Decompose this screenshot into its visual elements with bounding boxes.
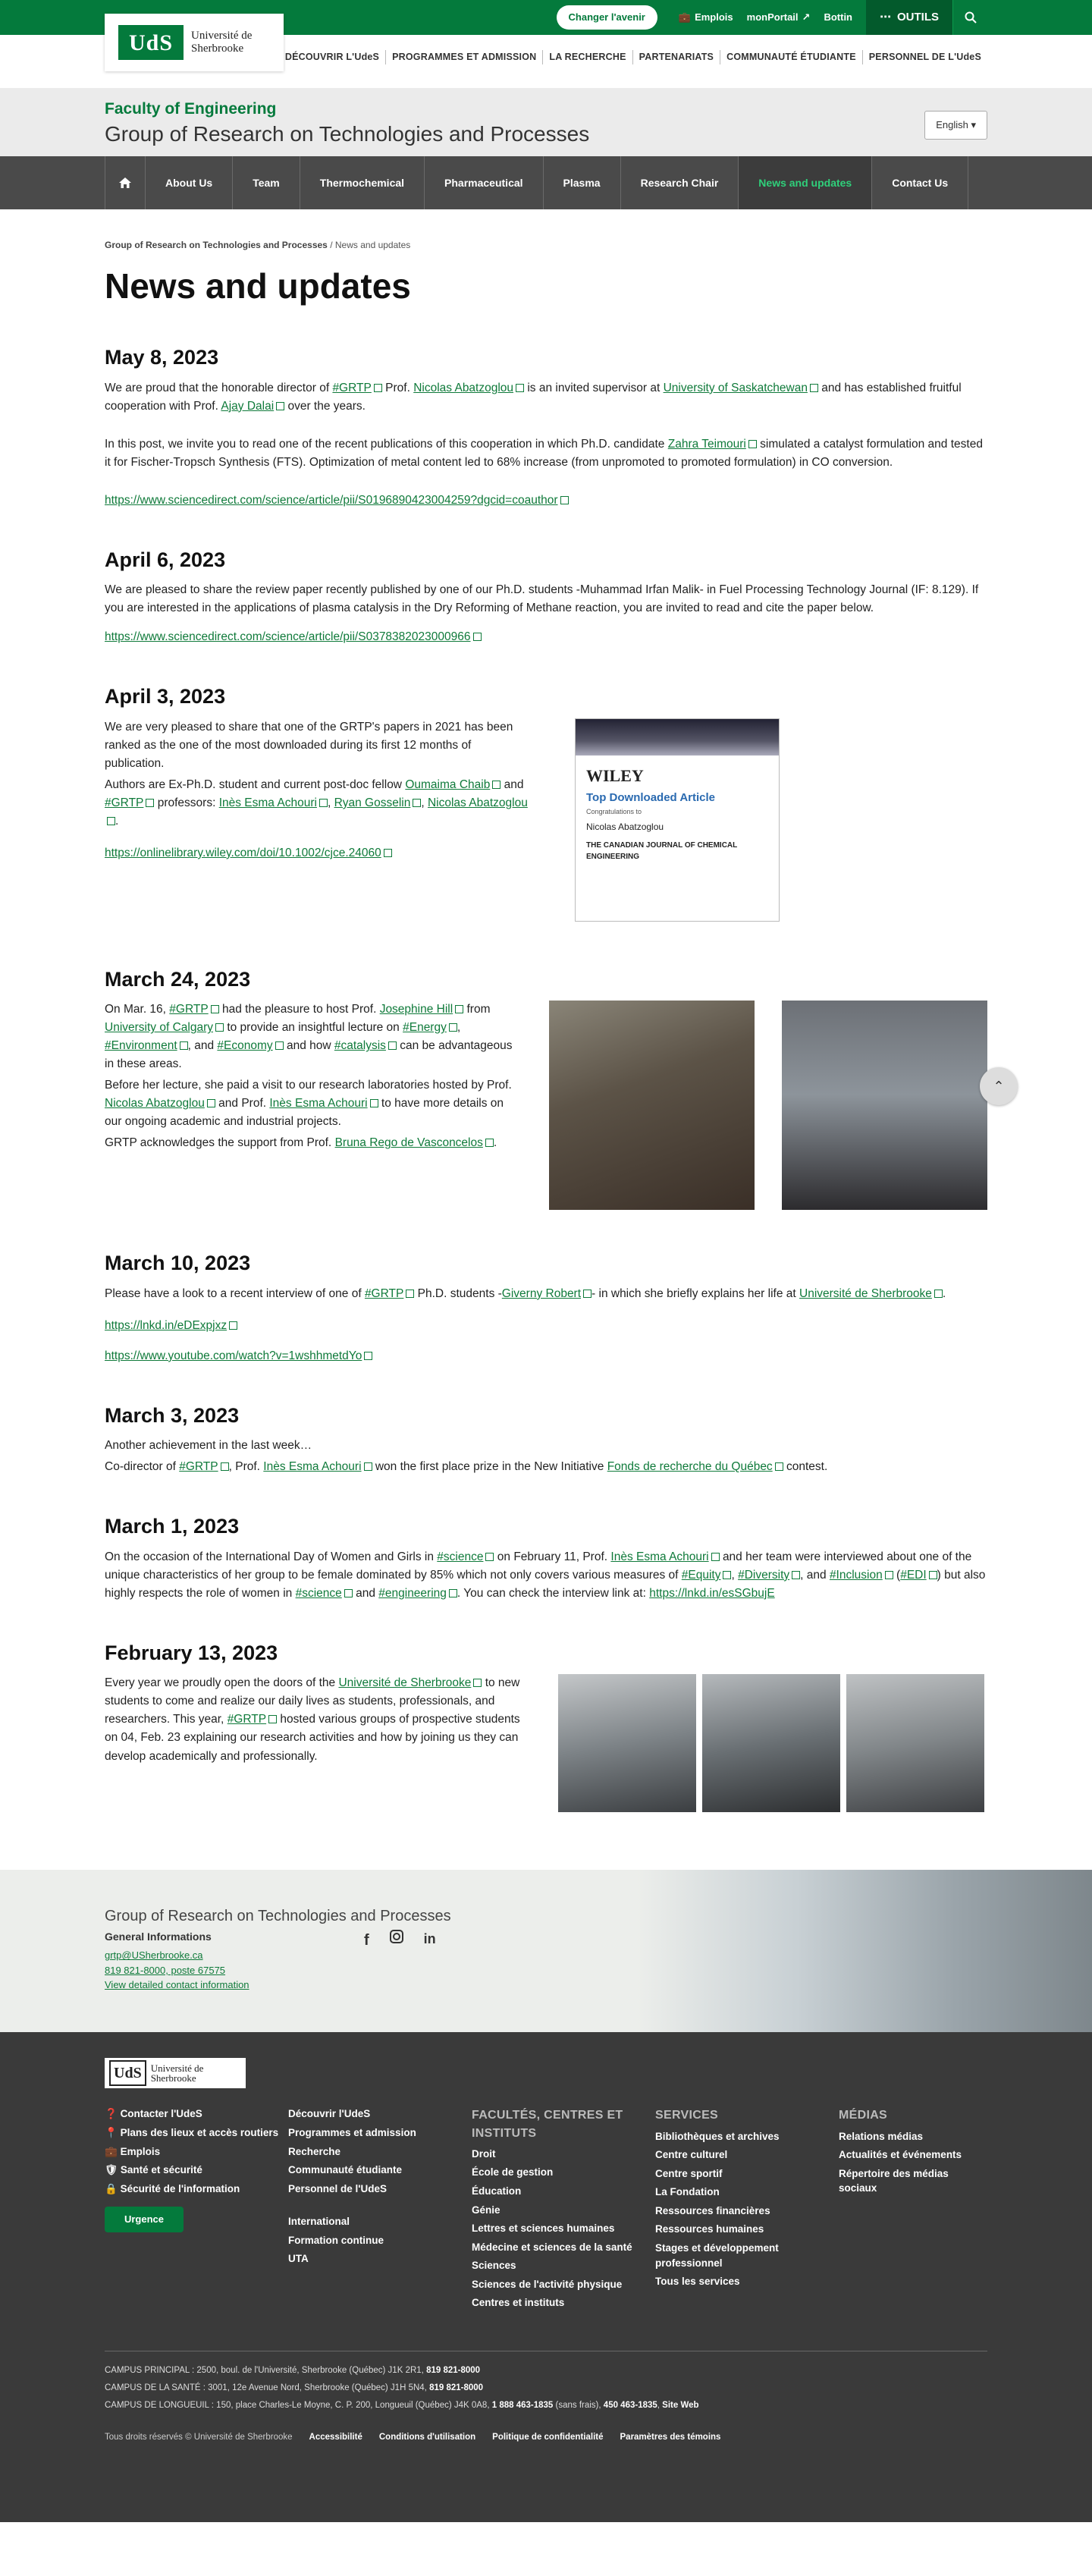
uds-name-line1: Université de bbox=[191, 29, 253, 42]
text: hosted various groups of prospective students on 04, Feb. 23 explaining our research activities and how by joining us they can develop academically and professionally. bbox=[105, 1713, 520, 1763]
environment-hashtag-link[interactable]: #Environment bbox=[105, 1039, 177, 1053]
external-link-icon bbox=[146, 799, 154, 807]
language-select[interactable]: English ▾ bbox=[924, 111, 987, 140]
footer-link[interactable]: Éducation bbox=[472, 2185, 522, 2197]
facebook-icon[interactable]: f bbox=[364, 1932, 369, 1949]
briefcase-icon: 💼 bbox=[678, 11, 692, 24]
frq-link[interactable]: Fonds de recherche du Québec bbox=[607, 1460, 773, 1474]
mountain-banner bbox=[576, 719, 779, 756]
external-link-icon bbox=[748, 440, 757, 448]
emplois-label: Emplois bbox=[695, 11, 733, 24]
text: professors: bbox=[157, 796, 216, 809]
home-icon bbox=[118, 177, 132, 189]
back-to-top-button[interactable] bbox=[980, 1067, 1018, 1105]
footer-link[interactable]: Actualités et événements bbox=[839, 2149, 962, 2161]
external-link-icon bbox=[934, 1290, 943, 1298]
phone[interactable]: 819 821-8000 bbox=[429, 2383, 484, 2392]
footer-link[interactable]: Recherche bbox=[288, 2145, 341, 2157]
post-date: March 1, 2023 bbox=[105, 1515, 240, 1538]
footer-link[interactable]: La Fondation bbox=[655, 2186, 720, 2198]
external-link-icon bbox=[492, 781, 500, 789]
news-post bbox=[105, 1248, 987, 1365]
footer-securite-link[interactable]: 🔒 Sécurité de l'information bbox=[105, 2182, 240, 2194]
text: Before her lecture, she paid a visit to our research laboratories hosted by Prof. bbox=[105, 1079, 512, 1092]
nav-partenariats[interactable]: PARTENARIATS bbox=[632, 50, 720, 64]
footer-col-main bbox=[288, 2106, 472, 2314]
external-link-icon bbox=[229, 1321, 237, 1330]
footer-link[interactable]: Ressources humaines bbox=[655, 2223, 764, 2235]
nicolas-link[interactable]: Nicolas Abatzoglou bbox=[413, 381, 514, 394]
footer-link[interactable]: Sciences de l'activité physique bbox=[472, 2278, 623, 2290]
faculty-title[interactable]: Faculty of Engineering bbox=[105, 100, 277, 118]
uds-logo[interactable] bbox=[105, 14, 284, 71]
ines-link[interactable]: Inès Esma Achouri bbox=[218, 796, 317, 809]
udes-link[interactable]: Université de Sherbrooke bbox=[799, 1286, 932, 1300]
science-hashtag-link[interactable]: #science bbox=[437, 1550, 484, 1563]
group-photo bbox=[782, 1001, 987, 1210]
linkedin-link[interactable]: https://lnkd.in/esSGbujE bbox=[649, 1586, 775, 1600]
text: Prof. bbox=[385, 381, 410, 394]
phone[interactable]: 450 463-1835 bbox=[603, 2400, 657, 2410]
footer-emplois-link[interactable]: 💼 Emplois bbox=[105, 2145, 161, 2157]
external-link-icon bbox=[792, 1571, 800, 1579]
post-text bbox=[105, 435, 987, 472]
linkedin-icon[interactable]: in bbox=[423, 1931, 436, 1947]
group-title[interactable]: Group of Research on Technologies and Processes bbox=[105, 121, 590, 146]
external-link-icon bbox=[207, 1099, 215, 1107]
grtp-hashtag-link[interactable]: #GRTP bbox=[105, 796, 144, 809]
uds-logo-name bbox=[191, 30, 252, 56]
footer-link[interactable]: Relations médias bbox=[839, 2130, 924, 2142]
emplois-link[interactable] bbox=[679, 10, 733, 25]
cookies-link[interactable]: Paramètres des témoins bbox=[620, 2432, 721, 2442]
economy-hashtag-link[interactable]: #Economy bbox=[217, 1039, 273, 1053]
footer-link[interactable]: Tous les services bbox=[655, 2276, 740, 2288]
post-text: On the occasion of the International Day of Women and Girls in #science on February 11, Prof. Inès Esma Achouri and her team were interviewed about one of the unique characteristics of her group to be female dominated by 85% which not only covers various measures of #Equity , #Diversity , and #Inclusion (#EDI ) but also highly respects the role of women in #science and #engineering . You can check the interview link at: https://lnkd.in/esSGbujE bbox=[105, 1550, 986, 1600]
contact-detail-link[interactable]: View detailed contact information bbox=[105, 1979, 249, 1991]
footer-logo-mark: UdS bbox=[109, 2060, 146, 2086]
grtp-hashtag-link[interactable]: #GRTP bbox=[169, 1003, 209, 1016]
science-hashtag-link[interactable]: #science bbox=[295, 1586, 342, 1600]
post-date: March 24, 2023 bbox=[105, 967, 251, 991]
ines-link[interactable]: Inès Esma Achouri bbox=[269, 1097, 368, 1111]
label: Emplois bbox=[120, 2145, 161, 2157]
post-date: February 13, 2023 bbox=[105, 1641, 278, 1664]
text: won the first place prize in the New Initiative bbox=[375, 1460, 604, 1474]
footer-bottom bbox=[105, 2431, 987, 2444]
label: Santé et sécurité bbox=[120, 2164, 202, 2176]
label: Plans des lieux et accès routiers bbox=[120, 2127, 279, 2138]
youtube-link[interactable]: https://www.youtube.com/watch?v=1wshhmetdYo bbox=[105, 1349, 362, 1362]
site-footer bbox=[0, 2032, 1092, 2522]
external-link-icon bbox=[473, 1679, 482, 1687]
text: and her team were interviewed about one of the unique characteristics of her group to be female dominated by 85% which not only covers various measures of bbox=[105, 1550, 972, 1582]
text: to new students to come and realize our daily lives as students, professionals, and researchers. This year, bbox=[105, 1676, 520, 1726]
edi-hashtag-link[interactable]: #EDI bbox=[900, 1568, 927, 1582]
text: on February 11, Prof. bbox=[497, 1550, 608, 1563]
site-nav bbox=[0, 156, 1092, 209]
text: had the pleasure to host Prof. bbox=[222, 1003, 377, 1016]
text: Please have a look to a recent interview of one of bbox=[105, 1286, 362, 1300]
post-text: Another achievement in the last week… bbox=[105, 1439, 312, 1453]
external-link-icon bbox=[516, 384, 524, 392]
footer-col-heading: MÉDIAS bbox=[839, 2109, 888, 2122]
text: from bbox=[466, 1003, 491, 1016]
monportail-link[interactable] bbox=[747, 10, 811, 25]
footer-link[interactable]: Centre culturel bbox=[655, 2149, 728, 2161]
wiley-logo: WILEY bbox=[586, 765, 644, 785]
external-link-icon bbox=[449, 1589, 457, 1597]
wiley-award-image bbox=[575, 718, 780, 922]
footer-link[interactable]: Centres et instituts bbox=[472, 2297, 565, 2309]
post-text: We are very pleased to share that one of the GRTP's papers in 2021 has been ranked as the one of the most downloaded during its first 12 months of publication. bbox=[105, 720, 513, 770]
post-text: On Mar. 16, #GRTP had the pleasure to host Prof. Josephine Hill from University of Calgary to provide an insightful lecture on #Energy , #Environment , and #Economy and how #catalysis can be advantageous in these areas. bbox=[105, 1003, 513, 1071]
search-icon bbox=[965, 11, 977, 24]
breadcrumb-home[interactable]: Group of Research on Technologies and Processes bbox=[105, 240, 328, 250]
giverny-link[interactable]: Giverny Robert bbox=[501, 1286, 582, 1300]
nav-about[interactable]: About Us bbox=[146, 156, 233, 209]
website-link[interactable]: Site Web bbox=[662, 2400, 699, 2410]
post-text: GRTP acknowledges the support from Prof. Bruna Rego de Vasconcelos . bbox=[105, 1136, 497, 1150]
external-link-icon bbox=[374, 384, 382, 392]
search-button[interactable] bbox=[952, 0, 987, 35]
text: Co-director of bbox=[105, 1460, 176, 1474]
external-link-icon bbox=[929, 1571, 937, 1579]
external-link-icon bbox=[388, 1041, 397, 1050]
external-link-icon bbox=[364, 1462, 372, 1471]
text: , Prof. bbox=[228, 1460, 260, 1474]
post-text bbox=[105, 1674, 529, 1765]
external-link-icon bbox=[221, 1462, 229, 1471]
oumaima-link[interactable]: Oumaima Chaib bbox=[405, 778, 491, 791]
post-date: April 6, 2023 bbox=[105, 548, 226, 571]
uds-logo-mark: UdS bbox=[118, 25, 184, 60]
external-link-icon bbox=[723, 1571, 731, 1579]
external-link-icon bbox=[107, 817, 115, 825]
footer-logo[interactable] bbox=[105, 2058, 246, 2088]
news-post bbox=[105, 964, 987, 1211]
nav-home[interactable] bbox=[105, 156, 146, 209]
post-text bbox=[105, 1458, 987, 1476]
external-link-icon bbox=[344, 1589, 353, 1597]
calgary-link[interactable]: University of Calgary bbox=[105, 1021, 213, 1035]
diversity-hashtag-link[interactable]: #Diversity bbox=[738, 1568, 790, 1582]
text: In this post, we invite you to read one of the recent publications of this cooperation in which Ph.D. candidate bbox=[105, 437, 665, 451]
footer-col-heading: SERVICES bbox=[655, 2109, 719, 2122]
external-link-icon bbox=[275, 1041, 284, 1050]
university-nav bbox=[279, 50, 987, 64]
footer-link[interactable]: Répertoire des médias sociaux bbox=[839, 2167, 949, 2194]
text: is an invited supervisor at bbox=[527, 381, 661, 394]
group-footer-title: Group of Research on Technologies and Processes bbox=[105, 1908, 451, 1925]
news-post bbox=[105, 1511, 987, 1603]
text: On Mar. 16, bbox=[105, 1003, 166, 1016]
grtp-hashtag-link[interactable]: #GRTP bbox=[179, 1460, 218, 1474]
footer-link[interactable]: Découvrir l'UdeS bbox=[288, 2108, 371, 2120]
catalysis-hashtag-link[interactable]: #catalysis bbox=[334, 1039, 386, 1053]
phone-link[interactable]: 819 821-8000, poste 67575 bbox=[105, 1964, 226, 1976]
monportail-label: monPortail bbox=[746, 11, 799, 24]
chevron-up-icon: ⌃ bbox=[993, 1078, 1005, 1094]
bottin-link[interactable]: Bottin bbox=[824, 11, 852, 24]
faculty-band bbox=[0, 88, 1092, 156]
main-header bbox=[0, 29, 1092, 88]
footer-link[interactable]: Formation continue bbox=[288, 2234, 384, 2246]
footer-logo-text bbox=[151, 2063, 204, 2084]
external-link-icon bbox=[180, 1041, 188, 1050]
text: to provide an insightful lecture on bbox=[227, 1021, 400, 1035]
copyright: Tous droits réservés © Université de Sherbrooke bbox=[105, 2432, 293, 2442]
external-link-icon: ↗ bbox=[802, 11, 811, 24]
ajay-link[interactable]: Ajay Dalai bbox=[221, 399, 275, 413]
wiley-congrats: Congratulations to bbox=[586, 808, 642, 816]
grtp-hashtag-link[interactable]: #GRTP bbox=[364, 1286, 404, 1300]
article-link[interactable]: https://www.sciencedirect.com/science/article/pii/S0196890423004259?dgcid=coauthor bbox=[105, 493, 558, 507]
text: simulated a catalyst formulation and tested it for Fischer-Tropsch Synthesis (FTS). Optimization of metal content led to 68% increase (from unpromoted to promoted formulation) in CO conversion. bbox=[105, 437, 983, 469]
external-link-icon bbox=[810, 384, 818, 392]
external-link-icon bbox=[485, 1553, 494, 1561]
main-content bbox=[105, 238, 1005, 1812]
external-link-icon bbox=[364, 1352, 372, 1360]
open-house-photo bbox=[846, 1674, 984, 1812]
post-text: We are pleased to share the review paper recently published by one of our Ph.D. students -Muhammad Irfan Malik- in Fuel Processing Technology Journal (IF: 8.129). If you are interested in the applications of plasma catalysis in the Dry Reforming of Methane reaction, you are invited to read and cite the paper below. bbox=[105, 583, 979, 615]
phone[interactable]: 1 888 463-1835 bbox=[491, 2400, 554, 2410]
page-title: News and updates bbox=[105, 266, 411, 306]
privacy-link[interactable]: Politique de confidentialité bbox=[492, 2432, 604, 2442]
article-link[interactable]: https://onlinelibrary.wiley.com/doi/10.1002/cjce.24060 bbox=[105, 846, 381, 859]
phone[interactable]: 819 821-8000 bbox=[426, 2365, 481, 2375]
external-link-icon bbox=[215, 1023, 224, 1032]
footer-link[interactable]: Programmes et admission bbox=[288, 2127, 416, 2138]
josephine-link[interactable]: Josephine Hill bbox=[379, 1003, 453, 1016]
post-text: Please have a look to a recent interview of one of #GRTP Ph.D. students -Giverny Robert - in which she briefly explains her life at Université de Sherbrooke . bbox=[105, 1286, 946, 1300]
footer-sante-link[interactable]: 🛡 Santé et sécurité bbox=[105, 2164, 202, 2176]
external-link-icon bbox=[449, 1023, 457, 1032]
footer-link[interactable]: Centre sportif bbox=[655, 2167, 723, 2179]
nav-pharmaceutical[interactable]: Pharmaceutical bbox=[425, 156, 544, 209]
engineering-hashtag-link[interactable]: #engineering bbox=[378, 1586, 447, 1600]
bruna-link[interactable]: Bruna Rego de Vasconcelos bbox=[334, 1136, 483, 1150]
footer-link[interactable]: International bbox=[288, 2216, 350, 2228]
text: Authors are Ex-Ph.D. student and current post-doc fellow bbox=[105, 778, 403, 791]
group-contact-band bbox=[0, 1870, 1092, 2032]
text: but also highly respects the role of women in bbox=[105, 1568, 986, 1600]
external-link-icon bbox=[406, 1290, 414, 1298]
nav-decouvrir[interactable]: DÉCOUVRIR L'UdeS bbox=[284, 52, 380, 62]
dots-icon: ⋯ bbox=[880, 10, 891, 24]
social-links bbox=[364, 1929, 436, 1952]
address: CAMPUS DE LONGUEUIL : 150, place Charles-Le Moyne, C. P. 200, Longueuil (Québec) J4K 0A8, bbox=[105, 2400, 490, 2410]
footer-link[interactable]: Droit bbox=[472, 2147, 496, 2160]
external-link-icon bbox=[370, 1099, 378, 1107]
external-link-icon bbox=[384, 849, 392, 857]
zahra-link[interactable]: Zahra Teimouri bbox=[667, 437, 746, 451]
udes-link[interactable]: Université de Sherbrooke bbox=[338, 1676, 472, 1690]
text: On the occasion of the International Day of Women and Girls in bbox=[105, 1550, 434, 1563]
news-post bbox=[105, 1400, 987, 1477]
external-link-icon bbox=[455, 1005, 463, 1013]
wiley-name: Nicolas Abatzoglou bbox=[586, 821, 664, 832]
text: to have more details on our ongoing academic and industrial projects. bbox=[105, 1097, 504, 1129]
address: CAMPUS PRINCIPAL : 2500, boul. de l'Université, Sherbrooke (Québec) J1K 2R1, bbox=[105, 2365, 424, 2375]
ines-link[interactable]: Inès Esma Achouri bbox=[610, 1550, 709, 1563]
conditions-link[interactable]: Conditions d'utilisation bbox=[378, 2432, 476, 2442]
text: We are proud that the honorable director of bbox=[105, 381, 330, 394]
changer-avenir-button[interactable]: Changer l'avenir bbox=[557, 5, 657, 30]
post-date: May 8, 2023 bbox=[105, 346, 219, 369]
text: over the years. bbox=[287, 399, 366, 413]
external-link-icon bbox=[211, 1005, 219, 1013]
text: GRTP acknowledges the support from Prof. bbox=[105, 1136, 332, 1150]
footer-link[interactable]: Médecine et sciences de la santé bbox=[472, 2241, 632, 2253]
post-date: March 3, 2023 bbox=[105, 1403, 240, 1427]
footer-link[interactable]: École de gestion bbox=[472, 2166, 554, 2179]
general-info-heading: General Informations bbox=[105, 1930, 212, 1943]
footer-col-faculties bbox=[472, 2106, 655, 2314]
outils-label: OUTILS bbox=[897, 10, 939, 24]
nav-recherche[interactable]: LA RECHERCHE bbox=[542, 50, 632, 64]
accessibilite-link[interactable]: Accessibilité bbox=[309, 2432, 362, 2442]
wiley-award-title: Top Downloaded Article bbox=[586, 790, 716, 804]
wiley-journal: THE CANADIAN JOURNAL OF CHEMICAL ENGINEERING bbox=[586, 841, 738, 861]
footer-link[interactable]: Lettres et sciences humaines bbox=[472, 2223, 615, 2235]
footer-col-heading: FACULTÉS, CENTRES ET INSTITUTS bbox=[472, 2109, 623, 2140]
nav-personnel[interactable]: PERSONNEL DE L'UdeS bbox=[862, 50, 987, 64]
urgence-button[interactable]: Urgence bbox=[105, 2207, 184, 2232]
outils-menu-button[interactable] bbox=[866, 0, 952, 35]
footer-link[interactable]: Communauté étudiante bbox=[288, 2164, 403, 2176]
nav-programmes[interactable]: PROGRAMMES ET ADMISSION bbox=[385, 50, 542, 64]
nicolas-link[interactable]: Nicolas Abatzoglou bbox=[105, 1097, 205, 1111]
footer-link[interactable]: Ressources financières bbox=[655, 2204, 770, 2216]
address: CAMPUS DE LA SANTÉ : 3001, 12e Avenue Nord, Sherbrooke (Québec) J1H 5N4, bbox=[105, 2383, 427, 2392]
external-link-icon bbox=[413, 799, 421, 807]
footer-link[interactable]: Bibliothèques et archives bbox=[655, 2130, 780, 2142]
post-text bbox=[105, 379, 987, 416]
equity-hashtag-link[interactable]: #Equity bbox=[681, 1568, 721, 1582]
text: . You can check the interview link at: bbox=[457, 1586, 646, 1600]
external-link-icon bbox=[485, 1139, 494, 1147]
label: Contacter l'UdeS bbox=[120, 2108, 202, 2120]
text: and has established fruitful cooperation with Prof. bbox=[105, 381, 962, 413]
post-text bbox=[105, 1076, 522, 1131]
footer-link[interactable]: Stages et développement professionnel bbox=[655, 2242, 779, 2269]
text: can be advantageous in these areas. bbox=[105, 1039, 513, 1071]
nav-communaute[interactable]: COMMUNAUTÉ ÉTUDIANTE bbox=[720, 50, 862, 64]
footer-col-services bbox=[655, 2106, 839, 2314]
nav-research-chair[interactable]: Research Chair bbox=[621, 156, 739, 209]
external-link-icon bbox=[319, 799, 328, 807]
news-post bbox=[105, 681, 987, 922]
text: Every year we proudly open the doors of the bbox=[105, 1676, 336, 1690]
grtp-hashtag-link[interactable]: #GRTP bbox=[332, 381, 372, 394]
nav-plasma[interactable]: Plasma bbox=[544, 156, 621, 209]
external-link-icon bbox=[775, 1462, 783, 1471]
nav-thermochemical[interactable]: Thermochemical bbox=[300, 156, 425, 209]
nicolas-link[interactable]: Nicolas Abatzoglou bbox=[427, 796, 528, 809]
lecture-photo bbox=[549, 1001, 755, 1210]
breadcrumb-current: News and updates bbox=[334, 240, 411, 250]
usask-link[interactable]: University of Saskatchewan bbox=[663, 381, 808, 394]
footer-col-medias bbox=[839, 2106, 983, 2314]
nav-team[interactable]: Team bbox=[233, 156, 300, 209]
external-link-icon bbox=[473, 633, 482, 641]
footer-link[interactable]: Personnel de l'UdeS bbox=[288, 2182, 387, 2194]
nav-contact[interactable]: Contact Us bbox=[872, 156, 968, 209]
post-date: March 10, 2023 bbox=[105, 1252, 251, 1275]
footer-link[interactable]: UTA bbox=[288, 2253, 309, 2265]
breadcrumb-sep: / bbox=[330, 240, 333, 250]
instagram-icon[interactable] bbox=[389, 1929, 404, 1952]
campus-addresses: CAMPUS PRINCIPAL : 2500, boul. de l'Université, Sherbrooke (Québec) J1K 2R1, 819 821-8000 CAMPUS DE LA SANTÉ : 3001, 12e Avenue Nord, Sherbrooke (Québec) J1H 5N4, 819 821-8000 CAMPUS DE LONGUEUIL : 150, place Charles-Le Moyne, C. P. 200, Longueuil (Québec) J4K 0A8, 1 888 463-1835 (sans frais), 450 463-1835, Site Web bbox=[105, 2365, 699, 2410]
linkedin-link[interactable]: https://lnkd.in/eDExpjxz bbox=[105, 1318, 228, 1332]
external-link-icon bbox=[885, 1571, 893, 1579]
inclusion-hashtag-link[interactable]: #Inclusion bbox=[829, 1568, 883, 1582]
news-post bbox=[105, 545, 987, 647]
open-house-photo bbox=[702, 1674, 840, 1812]
text: and Prof. bbox=[218, 1097, 267, 1111]
external-link-icon bbox=[583, 1290, 592, 1298]
logo-line: Sherbrooke bbox=[150, 2072, 196, 2084]
external-link-icon bbox=[276, 402, 284, 410]
footer-link[interactable]: Génie bbox=[472, 2204, 500, 2216]
ines-link[interactable]: Inès Esma Achouri bbox=[263, 1460, 362, 1474]
nav-news[interactable]: News and updates bbox=[739, 156, 872, 209]
breadcrumb bbox=[105, 238, 987, 252]
uds-name-line2: Sherbrooke bbox=[191, 42, 244, 55]
news-post bbox=[105, 342, 987, 510]
email-link[interactable]: grtp@USherbrooke.ca bbox=[105, 1949, 203, 1962]
post-text: Authors are Ex-Ph.D. student and current post-doc fellow Oumaima Chaib and #GRTP professors: Inès Esma Achouri , Ryan Gosselin , Nicolas Abatzoglou. bbox=[105, 778, 528, 828]
text: and bbox=[504, 778, 524, 791]
open-house-photo bbox=[558, 1674, 696, 1812]
news-post bbox=[105, 1638, 987, 1813]
text: (sans frais), bbox=[555, 2400, 601, 2410]
ryan-link[interactable]: Ryan Gosselin bbox=[334, 796, 411, 809]
footer-map-link[interactable]: 📍 Plans des lieux et accès routiers bbox=[105, 2127, 279, 2138]
grtp-hashtag-link[interactable]: #GRTP bbox=[227, 1713, 267, 1726]
text: contest. bbox=[786, 1460, 828, 1474]
external-link-icon bbox=[268, 1715, 277, 1723]
label: Sécurité de l'information bbox=[120, 2182, 240, 2194]
article-link[interactable]: https://www.sciencedirect.com/science/article/pii/S0378382023000966 bbox=[105, 630, 471, 644]
external-link-icon bbox=[711, 1553, 720, 1561]
footer-link[interactable]: Sciences bbox=[472, 2260, 516, 2272]
logo-line: Université de bbox=[150, 2062, 204, 2074]
footer-contact-link[interactable]: ❓ Contacter l'UdeS bbox=[105, 2108, 202, 2120]
energy-hashtag-link[interactable]: #Energy bbox=[403, 1021, 447, 1035]
external-link-icon bbox=[560, 496, 569, 504]
post-date: April 3, 2023 bbox=[105, 685, 226, 708]
text: Ph.D. students - bbox=[417, 1286, 502, 1300]
text: - in which she briefly explains her life at bbox=[592, 1286, 796, 1300]
footer-col-utility bbox=[105, 2106, 288, 2314]
